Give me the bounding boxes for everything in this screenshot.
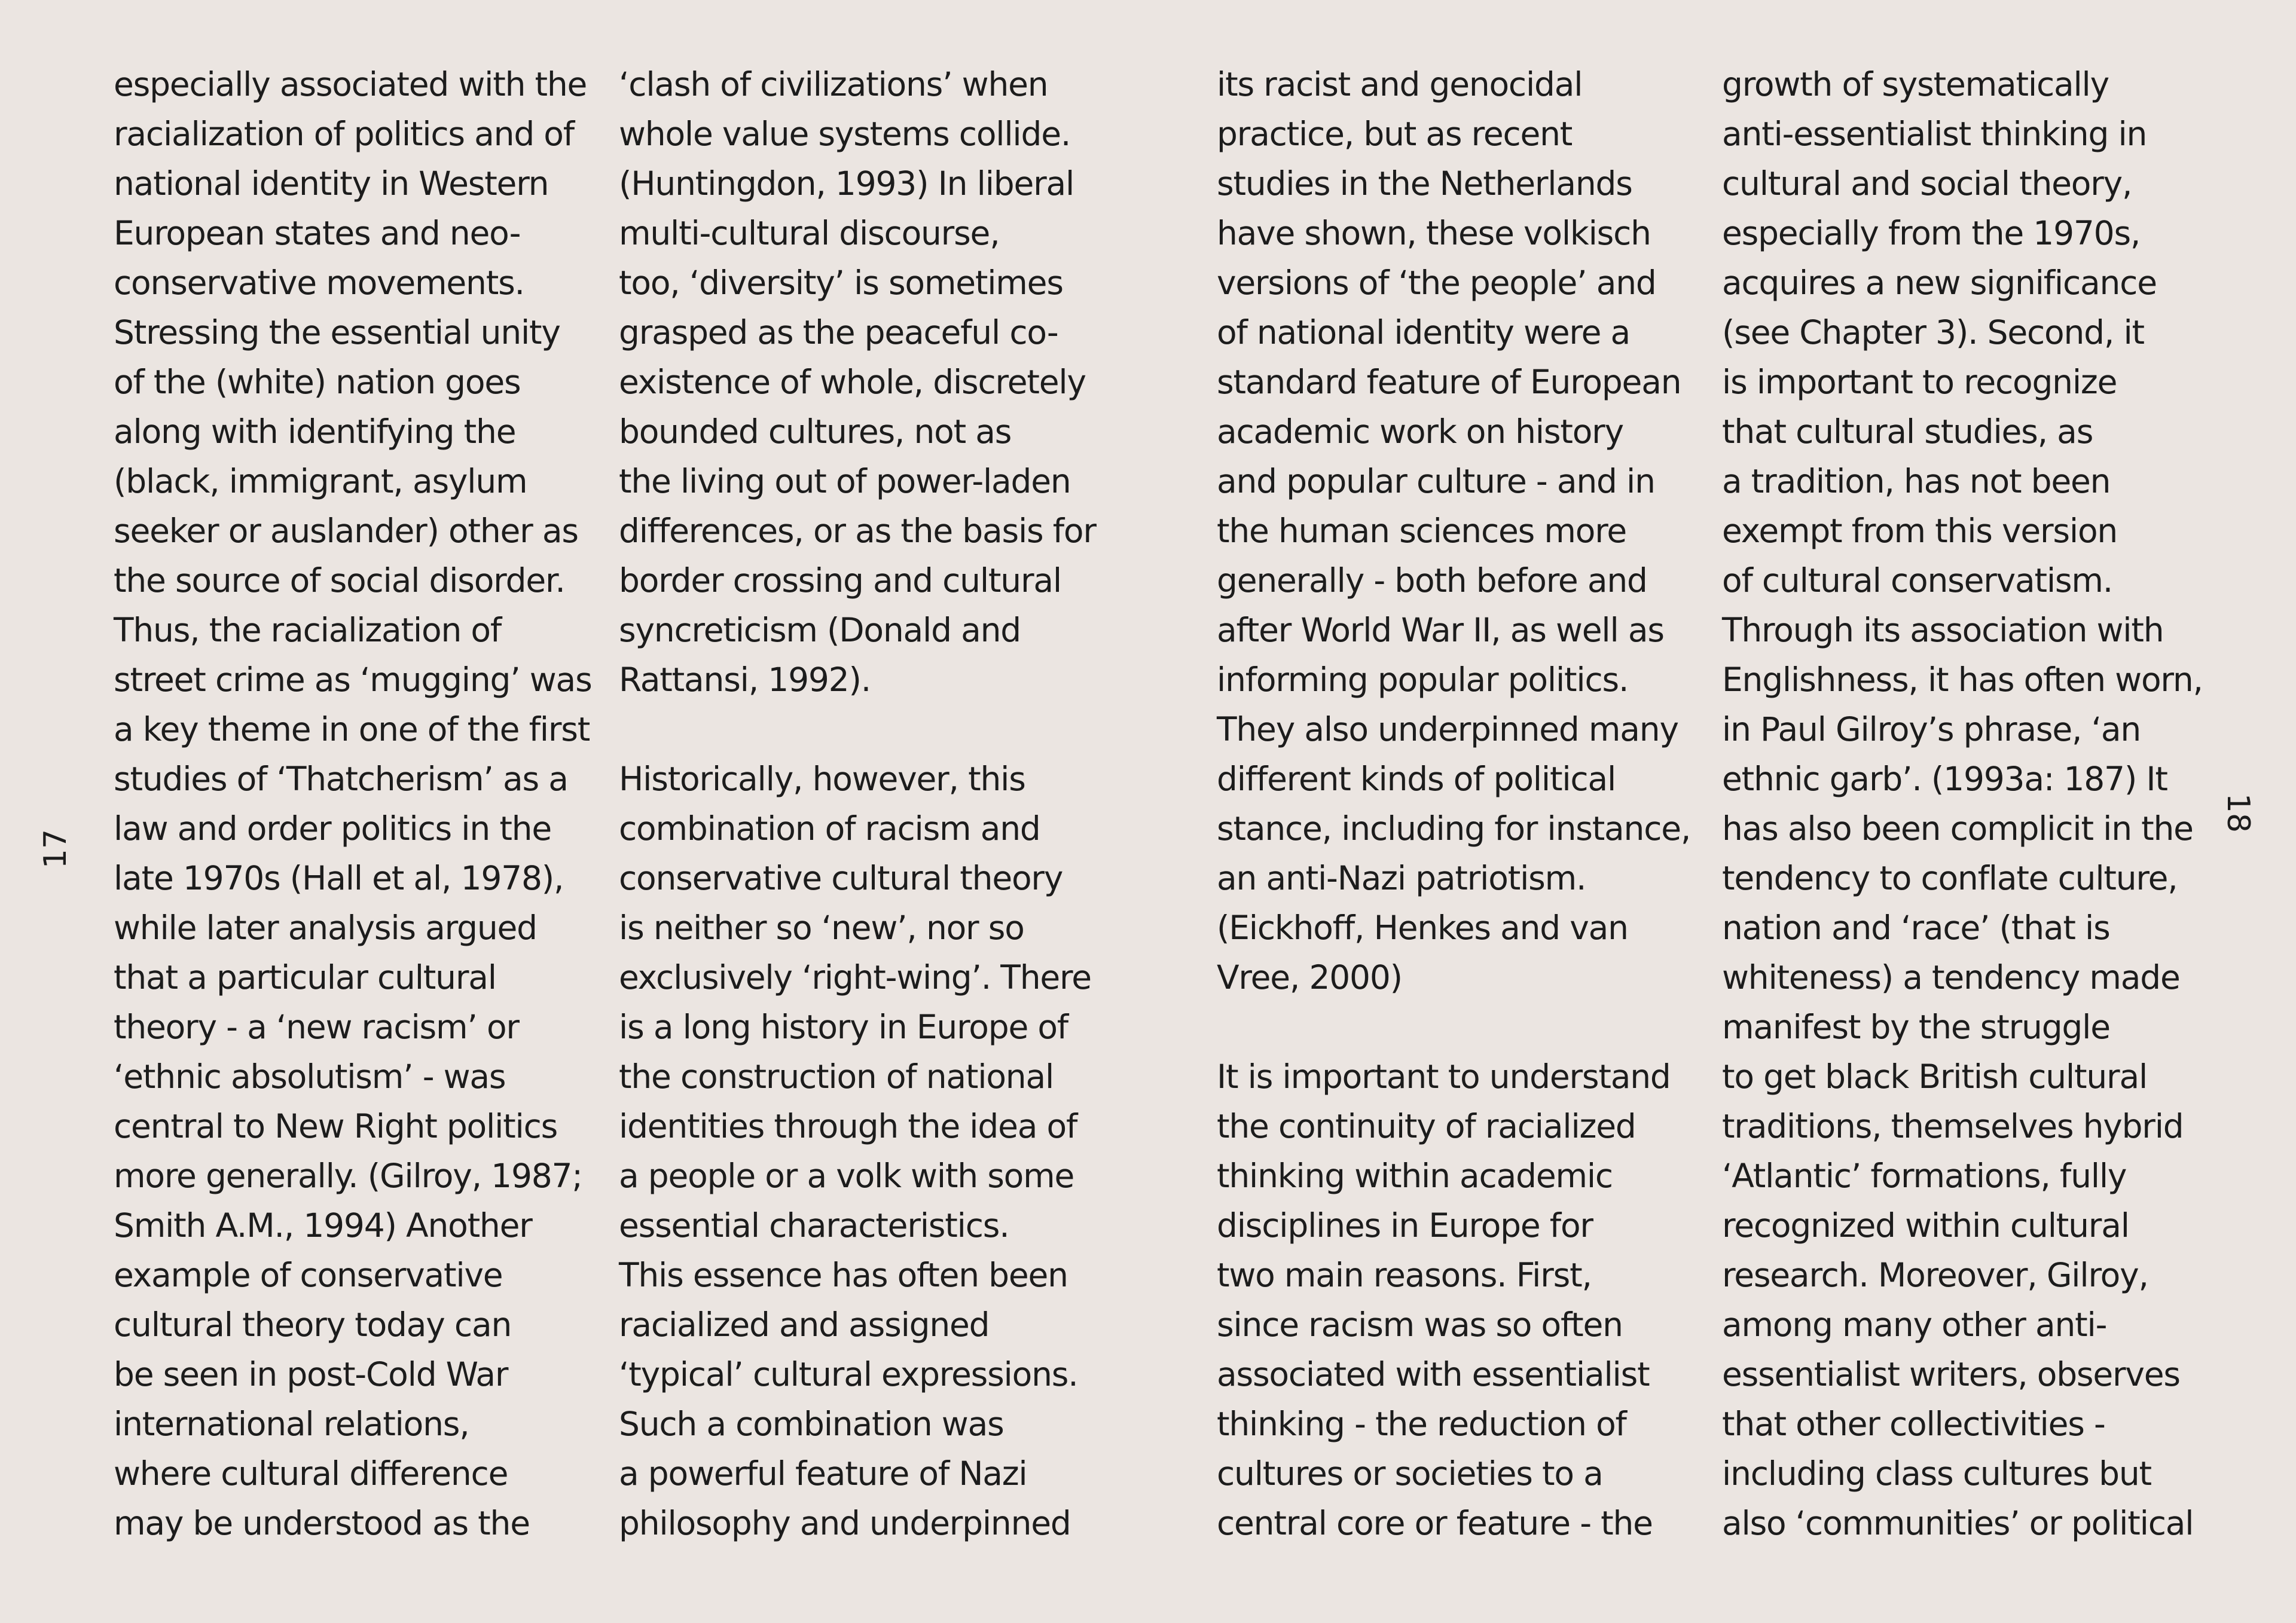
text-line: may be understood as the [114,1504,530,1542]
text-line: especially from the 1970s, [1722,214,2141,252]
text-line: the source of social disorder. [114,561,565,600]
text-line: more generally. (Gilroy, 1987; [114,1157,582,1195]
text-line: a tradition, has not been [1722,462,2111,500]
text-line: of cultural conservatism. [1722,561,2113,600]
text-line: central core or feature - the [1217,1504,1653,1542]
text-line: a people or a volk with some [619,1157,1074,1195]
text-line: European states and neo- [114,214,521,252]
text-line: the continuity of racialized [1217,1107,1636,1145]
text-line: after World War II, as well as [1217,611,1664,649]
text-line: since racism was so often [1217,1306,1623,1344]
text-line: nation and ‘race’ (that is [1722,909,2110,947]
text-line: existence of whole, discretely [619,363,1086,401]
page-number-right: 18 [2220,793,2256,833]
text-line: ‘clash of civilizations’ when [619,65,1048,103]
text-line: acquires a new significance [1722,264,2157,302]
text-line: essential characteristics. [619,1206,1009,1245]
text-line: recognized within cultural [1722,1206,2129,1245]
text-line: the human sciences more [1217,512,1627,550]
text-line: national identity in Western [114,164,549,203]
text-line: conservative cultural theory [619,859,1063,897]
text-line: and popular culture - and in [1217,462,1655,500]
text-line: bounded cultures, not as [619,412,1012,451]
text-line: border crossing and cultural [619,561,1061,600]
text-column-2 [619,60,1096,1548]
text-line: a key theme in one of the first [114,710,590,748]
text-line: have shown, these volkisch [1217,214,1651,252]
text-line: along with identifying the [114,412,516,451]
text-line: thinking - the reduction of [1217,1405,1626,1443]
paragraph [619,754,1096,1548]
text-line: conservative movements. [114,264,524,302]
text-line: central to New Right politics [114,1107,558,1145]
text-line: (Huntingdon, 1993) In liberal [619,164,1074,203]
text-line: growth of systematically [1722,65,2109,103]
text-line: cultural theory today can [114,1306,512,1344]
text-column-1 [114,60,592,1548]
text-line: anti-essentialist thinking in [1722,115,2147,153]
text-line: Rattansi, 1992). [619,661,871,699]
text-line: research. Moreover, Gilroy, [1722,1256,2148,1294]
text-line: the construction of national [619,1057,1054,1096]
text-line: standard feature of European [1217,363,1681,401]
text-line: differences, or as the basis for [619,512,1096,550]
text-line: racialized and assigned [619,1306,990,1344]
text-line: has also been complicit in the [1722,809,2193,848]
text-line: law and order politics in the [114,809,551,848]
text-line: street crime as ‘mugging’ was [114,661,592,699]
text-column-4 [1722,60,2203,1548]
text-line: grasped as the peaceful co- [619,313,1058,352]
text-line: academic work on history [1217,412,1623,451]
text-line: two main reasons. First, [1217,1256,1592,1294]
text-line: also ‘communities’ or political [1722,1504,2194,1542]
text-line: (black, immigrant, asylum [114,462,527,500]
text-line: seeker or auslander) other as [114,512,578,550]
text-line: combination of racism and [619,809,1040,848]
text-line: stance, including for instance, [1217,809,1691,848]
text-line: racialization of politics and of [114,115,574,153]
text-line: informing popular politics. [1217,661,1629,699]
text-line: is neither so ‘new’, nor so [619,909,1024,947]
text-line: international relations, [114,1405,469,1443]
text-line: where cultural difference [114,1454,508,1493]
text-line: thinking within academic [1217,1157,1613,1195]
text-line: is a long history in Europe of [619,1008,1068,1046]
text-line: exclusively ‘right-wing’. There [619,958,1091,997]
text-line: Thus, the racialization of [114,611,502,649]
text-line: multi-cultural discourse, [619,214,1000,252]
text-line: in Paul Gilroy’s phrase, ‘an [1722,710,2141,748]
text-line: Smith A.M., 1994) Another [114,1206,532,1245]
text-line: disciplines in Europe for [1217,1206,1593,1245]
text-line: ethnic garb’. (1993a: 187) It [1722,760,2167,798]
text-line: associated with essentialist [1217,1355,1650,1393]
text-line: manifest by the struggle [1722,1008,2110,1046]
text-line: ‘ethnic absolutism’ - was [114,1057,506,1096]
text-line: Such a combination was [619,1405,1004,1443]
text-line: is important to recognize [1722,363,2117,401]
text-line: theory - a ‘new racism’ or [114,1008,519,1046]
text-line: example of conservative [114,1256,503,1294]
text-line: They also underpinned many [1217,710,1678,748]
text-line: practice, but as recent [1217,115,1573,153]
text-line: different kinds of political [1217,760,1616,798]
text-line: exempt from this version [1722,512,2118,550]
text-line: versions of ‘the people’ and [1217,264,1656,302]
text-line: (see Chapter 3). Second, it [1722,313,2144,352]
text-line: while later analysis argued [114,909,537,947]
text-line: ‘typical’ cultural expressions. [619,1355,1078,1393]
paragraph [1722,60,2203,1548]
text-line: especially associated with the [114,65,587,103]
text-line: Through its association with [1722,611,2164,649]
text-line: cultures or societies to a [1217,1454,1603,1493]
text-line: generally - both before and [1217,561,1647,600]
text-line: It is important to understand [1217,1057,1671,1096]
text-line: a powerful feature of Nazi [619,1454,1027,1493]
text-line: whiteness) a tendency made [1722,958,2180,997]
text-line: studies of ‘Thatcherism’ as a [114,760,568,798]
paragraph [619,60,1096,705]
text-line: that cultural studies, as [1722,412,2093,451]
text-column-3 [1217,60,1690,1548]
text-line: of the (white) nation goes [114,363,521,401]
text-line: Englishness, it has often worn, [1722,661,2203,699]
paragraph [1217,60,1690,1002]
text-line: to get black British cultural [1722,1057,2148,1096]
text-line: cultural and social theory, [1722,164,2132,203]
text-line: philosophy and underpinned [619,1504,1071,1542]
text-line: This essence has often been [619,1256,1068,1294]
text-line: tendency to conflate culture, [1722,859,2178,897]
right-page [1148,0,2296,1623]
text-line: ‘Atlantic’ formations, fully [1722,1157,2127,1195]
text-line: (Eickhoff, Henkes and van [1217,909,1628,947]
text-line: Historically, however, this [619,760,1025,798]
page-number-left: 17 [38,829,74,869]
paragraph [1217,1052,1690,1548]
text-line: its racist and genocidal [1217,65,1583,103]
text-line: of national identity were a [1217,313,1631,352]
text-line: too, ‘diversity’ is sometimes [619,264,1063,302]
text-line: be seen in post-Cold War [114,1355,508,1393]
text-line: identities through the idea of [619,1107,1077,1145]
text-line: that other collectivities - [1722,1405,2105,1443]
text-line: that a particular cultural [114,958,496,997]
text-line: including class cultures but [1722,1454,2151,1493]
text-line: Vree, 2000) [1217,958,1402,997]
text-line: an anti-Nazi patriotism. [1217,859,1586,897]
text-line: Stressing the essential unity [114,313,560,352]
paragraph [114,60,592,1548]
text-line: among many other anti- [1722,1306,2107,1344]
text-line: whole value systems collide. [619,115,1071,153]
text-line: the living out of power-laden [619,462,1071,500]
text-line: syncreticism (Donald and [619,611,1021,649]
text-line: traditions, themselves hybrid [1722,1107,2184,1145]
text-line: late 1970s (Hall et al, 1978), [114,859,564,897]
text-line: essentialist writers, observes [1722,1355,2180,1393]
text-line: studies in the Netherlands [1217,164,1632,203]
